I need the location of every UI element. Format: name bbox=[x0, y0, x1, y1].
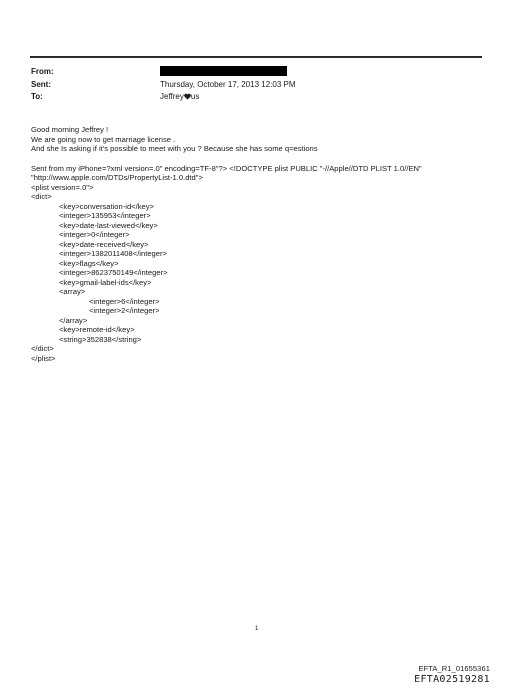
to-value bbox=[160, 92, 199, 102]
greeting-line: Good morning Jeffrey ! bbox=[31, 125, 109, 134]
plist-line: <key>gmail-label-ids</key> bbox=[59, 277, 152, 287]
plist-line: </plist> bbox=[31, 353, 56, 363]
to-label: To: bbox=[31, 92, 43, 101]
plist-line: <integer>0</integer> bbox=[59, 230, 130, 239]
plist-line: </array> bbox=[59, 315, 88, 325]
plist-line: <integer>8623750149</integer> bbox=[59, 268, 168, 277]
plist-line: <key>date-last-viewed</key> bbox=[59, 220, 158, 230]
sent-label: Sent: bbox=[31, 80, 51, 89]
plist-line: <string>352838</string> bbox=[59, 334, 142, 344]
from-label: From: bbox=[31, 67, 54, 76]
signature-line-3: <plist version=.0"> bbox=[31, 182, 94, 192]
signature-line-2: "http://www.apple.com/DTDs/PropertyList-1.0.dtd"> bbox=[31, 173, 203, 182]
plist-line: <key>conversation-id</key> bbox=[59, 201, 154, 211]
plist-line: <integer>2</integer> bbox=[89, 306, 160, 315]
plist-line: <key>flags</key> bbox=[59, 258, 119, 268]
plist-line: </dict> bbox=[31, 344, 54, 353]
plist-block bbox=[31, 192, 491, 363]
to-name-prefix: Jeffrey bbox=[160, 92, 184, 101]
redacted-sender bbox=[160, 66, 287, 76]
header-rule bbox=[30, 56, 482, 58]
page-number: 1 bbox=[255, 626, 259, 632]
plist-line: <integer>1382011408</integer> bbox=[59, 249, 167, 258]
plist-line: <key>date-received</key> bbox=[59, 239, 149, 249]
bates-number: EFTA02519281 bbox=[414, 674, 490, 685]
heart-icon bbox=[184, 93, 191, 100]
plist-line: <integer>135953</integer> bbox=[59, 211, 151, 220]
message-line-2: We are going now to get marriage license . bbox=[31, 134, 176, 144]
email-body bbox=[31, 125, 491, 363]
plist-line: <integer>6</integer> bbox=[89, 296, 160, 306]
signature-line-1: Sent from my iPhone=?xml version=.0" encoding=TF-8"?> <!DOCTYPE plist PUBLIC "-//Apple//DTD PLIST 1.0//EN" bbox=[31, 163, 422, 173]
plist-line: <key>remote-id</key> bbox=[59, 325, 135, 334]
plist-line: <dict> bbox=[31, 192, 52, 201]
reference-code: EFTA_R1_01655361 bbox=[418, 664, 490, 673]
sent-value: Thursday, October 17, 2013 12:03 PM bbox=[160, 80, 296, 89]
message-line-3: And she Is asking if it's possible to meet with you ? Because she has some q=estions bbox=[31, 144, 318, 153]
to-name-suffix: us bbox=[190, 92, 200, 101]
plist-line: <array> bbox=[59, 287, 86, 296]
